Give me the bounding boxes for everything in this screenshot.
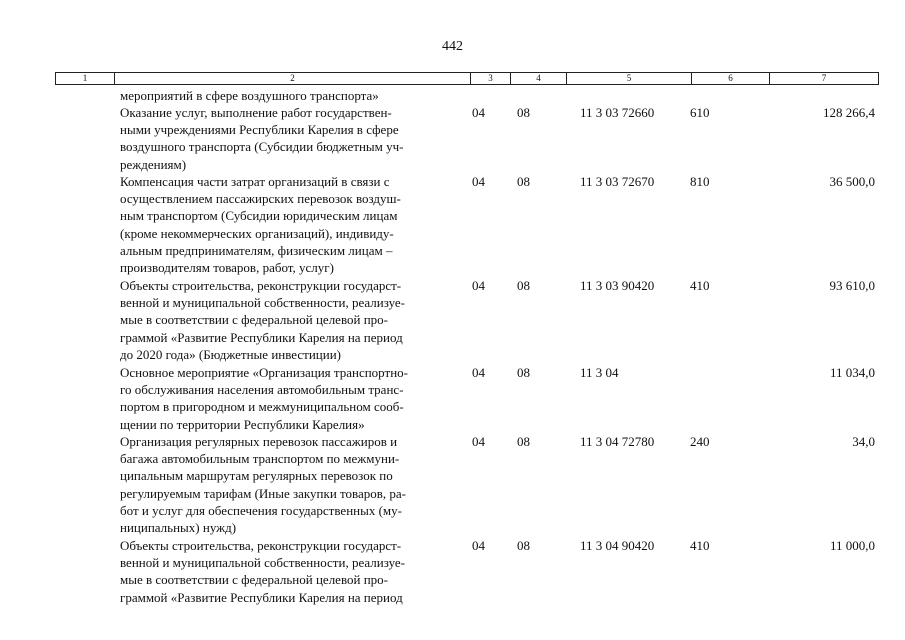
row-section: 04 — [472, 278, 485, 293]
row-section: 04 — [472, 434, 485, 449]
row-description: Объекты строительства, реконструкции государст- венной и муниципальной собственности, реализуе- мые в соответствии с федеральной целевой про- граммой «Развитие Республики Карелия на период до 2020 года» (Бюджетные инвестиции) — [120, 278, 405, 362]
row-target-code: 11 3 03 72660 — [580, 105, 655, 120]
header-col-4: 4 — [511, 73, 567, 84]
row-description: Организация регулярных перевозок пассажиров и багажа автомобильным транспортом по межмуни- ципальным маршрутам регулярных перевозок по регулируемым тарифам (Иные закупки товаров, ра- бот и услуг для обеспечения государственных (му- ниципальных) нужд) — [120, 434, 407, 536]
row-expense-type: 810 — [690, 174, 710, 189]
table-row — [0, 173, 905, 277]
row-amount: 36 500,0 — [829, 174, 875, 189]
table-row — [0, 364, 905, 433]
table-row — [0, 537, 905, 607]
row-amount: 128 266,4 — [823, 105, 875, 120]
table-row — [0, 433, 905, 537]
header-col-2: 2 — [115, 73, 471, 84]
row-amount: 11 034,0 — [829, 365, 875, 380]
page-number: 442 — [442, 39, 463, 54]
row-section: 04 — [472, 105, 485, 120]
row-subsection: 08 — [517, 174, 530, 189]
header-col-6: 6 — [692, 73, 770, 84]
header-col-5: 5 — [567, 73, 692, 84]
row-description: мероприятий в сфере воздушного транспорта» — [120, 88, 379, 103]
header-col-3: 3 — [471, 73, 511, 84]
row-section: 04 — [472, 538, 485, 553]
row-target-code: 11 3 04 — [580, 365, 619, 380]
row-target-code: 11 3 03 72670 — [580, 174, 655, 189]
table-row — [0, 87, 905, 104]
table-header — [55, 72, 879, 85]
row-description: Основное мероприятие «Организация транспортно- го обслуживания населения автомобильным транс- портом в пригородном и межмуниципальном сооб- щении по территории Республики Карелия» — [120, 365, 408, 432]
row-target-code: 11 3 04 72780 — [580, 434, 655, 449]
row-subsection: 08 — [517, 538, 530, 553]
row-target-code: 11 3 04 90420 — [580, 538, 655, 553]
row-subsection: 08 — [517, 105, 530, 120]
row-expense-type: 610 — [690, 105, 710, 120]
row-description: Оказание услуг, выполнение работ государствен- ными учреждениями Республики Карелия в сфере воздушного транспорта (Субсидии бюджетным уч- реждениям) — [120, 105, 404, 172]
row-section: 04 — [472, 365, 485, 380]
row-subsection: 08 — [517, 434, 530, 449]
row-description: Компенсация части затрат организаций в связи с осуществлением пассажирских перевозок воздуш- ным транспортом (Субсидии юридическим лицам (кроме некоммерческих организаций), индивиду- альным предпринимателям, физическим лицам – производителям товаров, работ, услуг) — [120, 174, 401, 276]
row-description: Объекты строительства, реконструкции государст- венной и муниципальной собственности, реализуе- мые в соответствии с федеральной целевой про- граммой «Развитие Республики Карелия на период — [120, 538, 405, 605]
row-subsection: 08 — [517, 278, 530, 293]
header-col-7: 7 — [821, 73, 827, 83]
table-row — [0, 104, 905, 173]
row-expense-type: 410 — [690, 278, 710, 293]
table-row — [0, 277, 905, 364]
row-section: 04 — [472, 174, 485, 189]
row-amount: 11 000,0 — [829, 538, 875, 553]
header-col-1: 1 — [56, 73, 115, 84]
row-amount: 93 610,0 — [829, 278, 875, 293]
table-body — [0, 87, 905, 607]
row-expense-type: 410 — [690, 538, 710, 553]
row-expense-type: 240 — [690, 434, 710, 449]
row-amount: 34,0 — [852, 434, 875, 449]
row-subsection: 08 — [517, 365, 530, 380]
row-target-code: 11 3 03 90420 — [580, 278, 655, 293]
